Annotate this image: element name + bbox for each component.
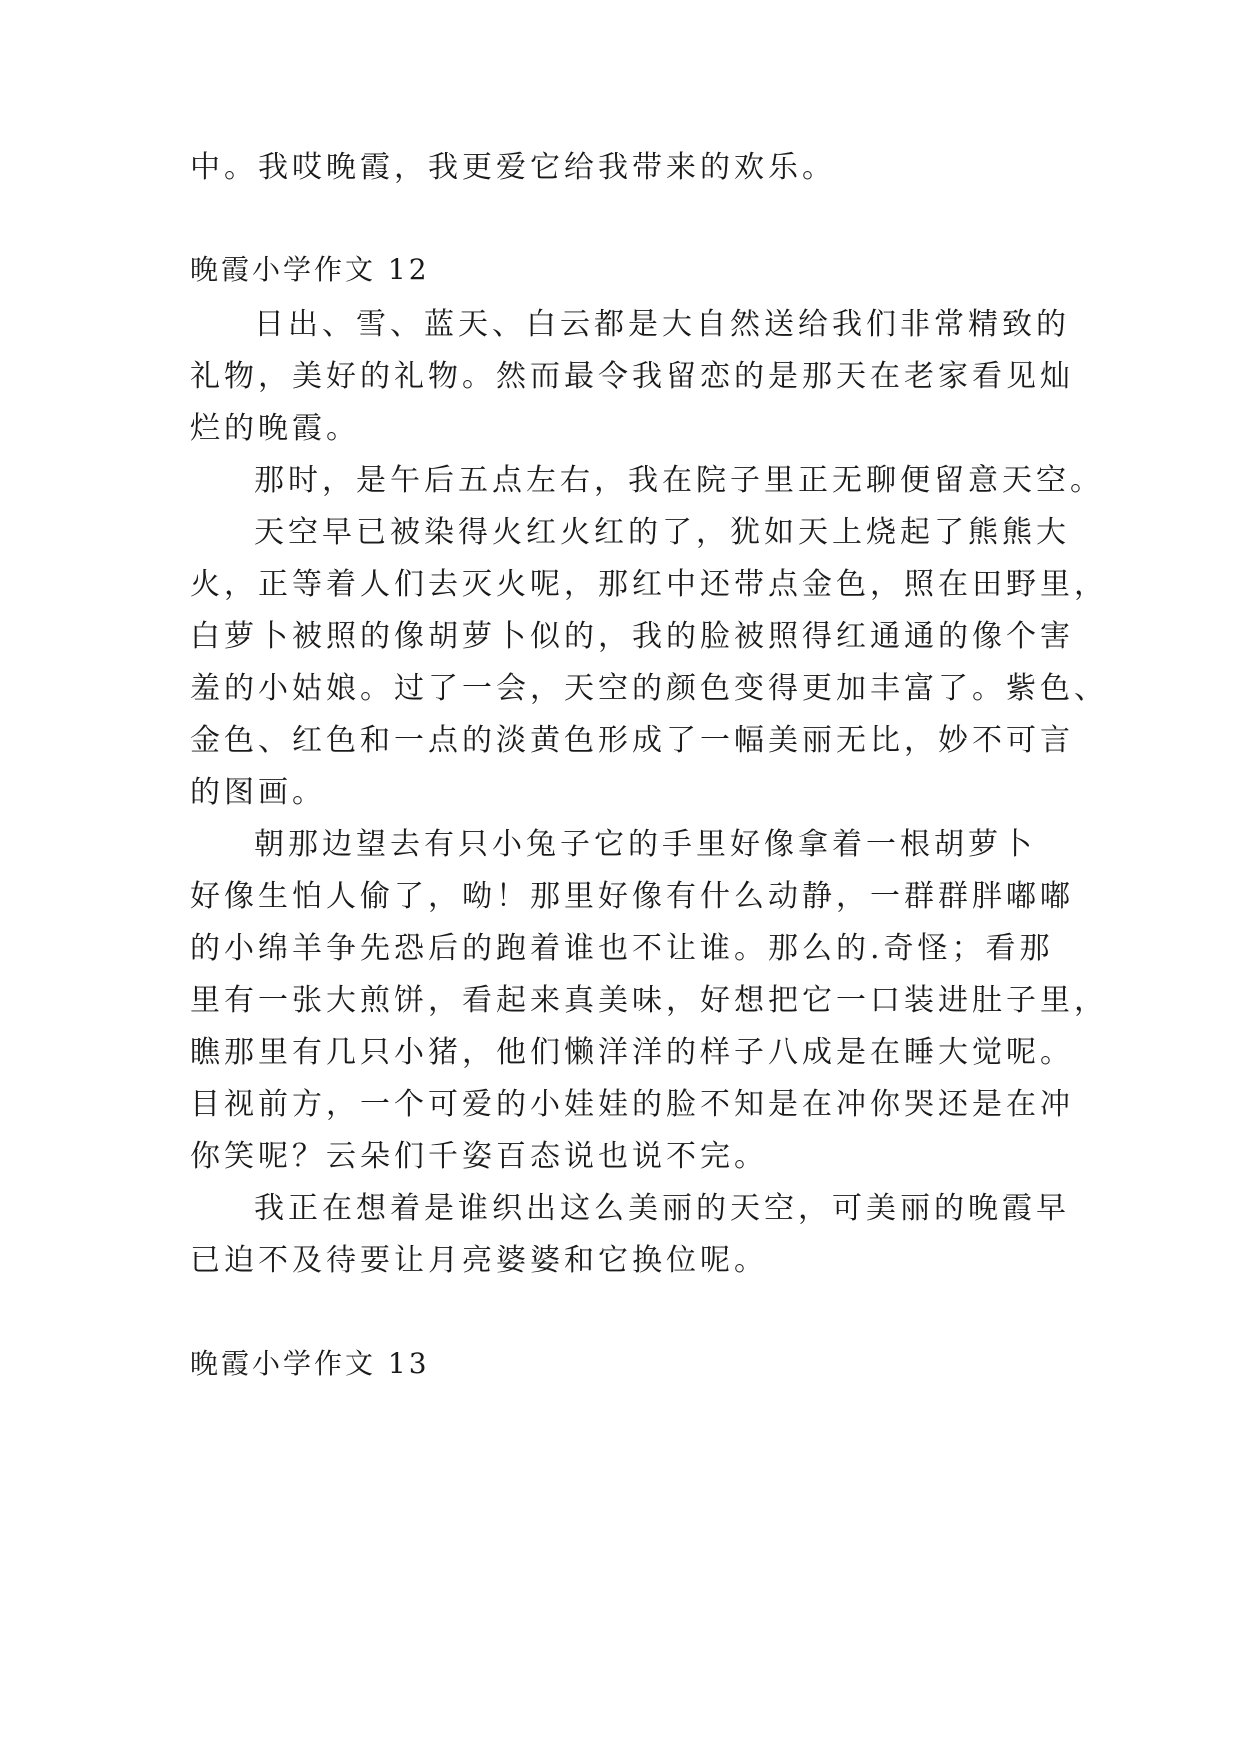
paragraph-5-line-2: 已迫不及待要让月亮婆婆和它换位呢。 bbox=[190, 1243, 768, 1278]
paragraph-3-line-4: 羞的小姑娘。过了一会，天空的颜色变得更加丰富了。紫色、 bbox=[190, 671, 1108, 706]
paragraph-4-line-5: 瞧那里有几只小猪，他们懒洋洋的样子八成是在睡大觉呢。 bbox=[190, 1035, 1074, 1070]
paragraph-4-line-7: 你笑呢？云朵们千姿百态说也说不完。 bbox=[190, 1139, 768, 1174]
paragraph-3-line-5: 金色、红色和一点的淡黄色形成了一幅美丽无比，妙不可言 bbox=[190, 723, 1074, 758]
paragraph-1-line-1: 日出、雪、蓝天、白云都是大自然送给我们非常精致的 bbox=[254, 307, 1070, 342]
paragraph-4-line-3: 的小绵羊争先恐后的跑着谁也不让谁。那么的.奇怪；看那 bbox=[190, 931, 1054, 966]
paragraph-5-line-1: 我正在想着是谁织出这么美丽的天空，可美丽的晚霞早 bbox=[254, 1191, 1070, 1226]
paragraph-4-line-2: 好像生怕人偷了，呦！那里好像有什么动静，一群群胖嘟嘟 bbox=[190, 879, 1074, 914]
paragraph-3-line-6: 的图画。 bbox=[190, 775, 326, 810]
paragraph-3-line-3: 白萝卜被照的像胡萝卜似的，我的脸被照得红通通的像个害 bbox=[190, 619, 1074, 654]
paragraph-3-line-2: 火，正等着人们去灭火呢，那红中还带点金色，照在田野里， bbox=[190, 567, 1108, 602]
paragraph-4-line-4: 里有一张大煎饼，看起来真美味，好想把它一口装进肚子里， bbox=[190, 983, 1108, 1018]
section-12-title: 晚霞小学作文 12 bbox=[190, 253, 430, 286]
paragraph-1-line-2: 礼物，美好的礼物。然而最令我留恋的是那天在老家看见灿 bbox=[190, 359, 1074, 394]
paragraph-1-line-3: 烂的晚霞。 bbox=[190, 411, 360, 446]
paragraph-4-line-6: 目视前方，一个可爱的小娃娃的脸不知是在冲你哭还是在冲 bbox=[190, 1087, 1074, 1122]
paragraph-4-line-1: 朝那边望去有只小兔子它的手里好像拿着一根胡萝卜 bbox=[254, 827, 1036, 862]
continuation-line: 中。我哎晚霞，我更爱它给我带来的欢乐。 bbox=[190, 150, 836, 185]
paragraph-2-line-1: 那时，是午后五点左右，我在院子里正无聊便留意天空。 bbox=[254, 463, 1104, 498]
section-13-title: 晚霞小学作文 13 bbox=[190, 1347, 430, 1380]
paragraph-3-line-1: 天空早已被染得火红火红的了，犹如天上烧起了熊熊大 bbox=[254, 515, 1070, 550]
